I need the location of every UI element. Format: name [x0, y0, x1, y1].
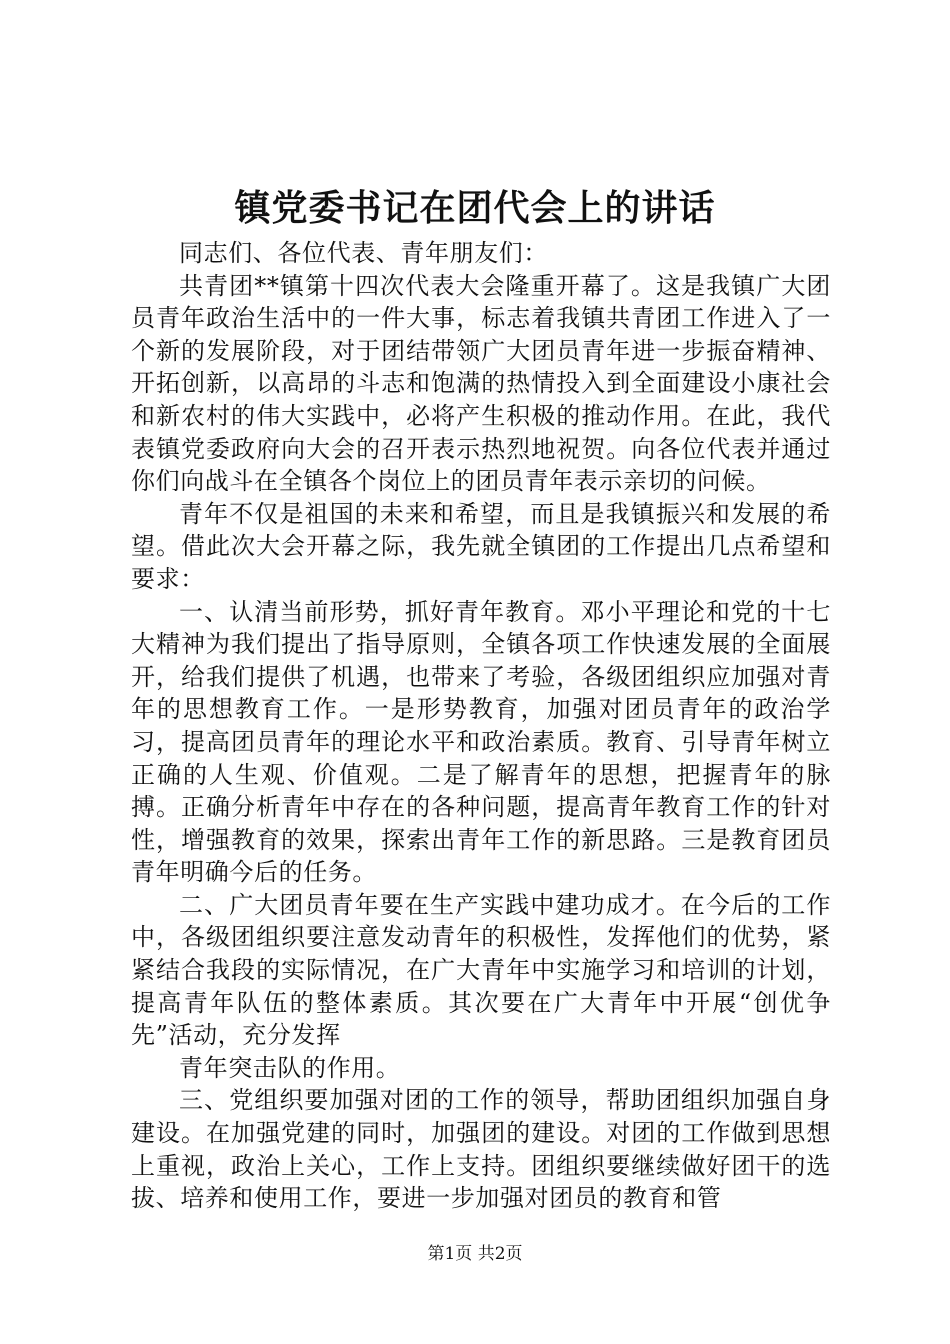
body-paragraph: 二、广大团员青年要在生产实践中建功成才。在今后的工作中，各级团组织要注意发动青年的积极性，发挥他们的优势，紧紧结合我段的实际情况，在广大青年中实施学习和培训的计划，提高青年队伍的整体素质。其次要在广大青年中开展“创优争先”活动，充分发挥 — [131, 890, 831, 1050]
body-paragraph: 青年突击队的作用。 — [179, 1053, 401, 1082]
body-paragraph: 三、党组织要加强对团的工作的领导，帮助团组织加强自身建设。在加强党建的同时，加强团的建设。对团的工作做到思想上重视，政治上关心，工作上支持。团组织要继续做好团干的选拔、培养和使用工作，要进一步加强对团员的教育和管 — [131, 1086, 831, 1213]
page-number-footer: 第1页 共2页 — [427, 1244, 523, 1264]
document-body — [131, 237, 831, 1215]
salutation-paragraph: 同志们、各位代表、青年朋友们： — [179, 239, 548, 267]
document-title: 镇党委书记在团代会上的讲话 — [234, 187, 716, 229]
body-paragraph: 青年不仅是祖国的未来和希望，而且是我镇振兴和发展的希望。借此次大会开幕之际，我先就全镇团的工作提出几点希望和要求： — [131, 499, 831, 593]
body-paragraph: 一、认清当前形势，抓好青年教育。邓小平理论和党的十七大精神为我们提出了指导原则，全镇各项工作快速发展的全面展开，给我们提供了机遇，也带来了考验，各级团组织应加强对青年的思想教育工作。一是形势教育，加强对团员青年的政治学习，提高团员青年的理论水平和政治素质。教育、引导青年树立正确的人生观、价值观。二是了解青年的思想，把握青年的脉搏。正确分析青年中存在的各种问题，提高青年教育工作的针对性，增强教育的效果，探索出青年工作的新思路。三是教育团员青年明确今后的任务。 — [131, 597, 831, 887]
body-paragraph: 共青团**镇第十四次代表大会隆重开幕了。这是我镇广大团员青年政治生活中的一件大事，标志着我镇共青团工作进入了一个新的发展阶段，对于团结带领广大团员青年进一步振奋精神、开拓创新，以高昂的斗志和饱满的热情投入到全面建设小康社会和新农村的伟大实践中，必将产生积极的推动作用。在此，我代表镇党委政府向大会的召开表示热烈地祝贺。向各位代表并通过你们向战斗在全镇各个岗位上的团员青年表示亲切的问候。 — [131, 271, 831, 496]
